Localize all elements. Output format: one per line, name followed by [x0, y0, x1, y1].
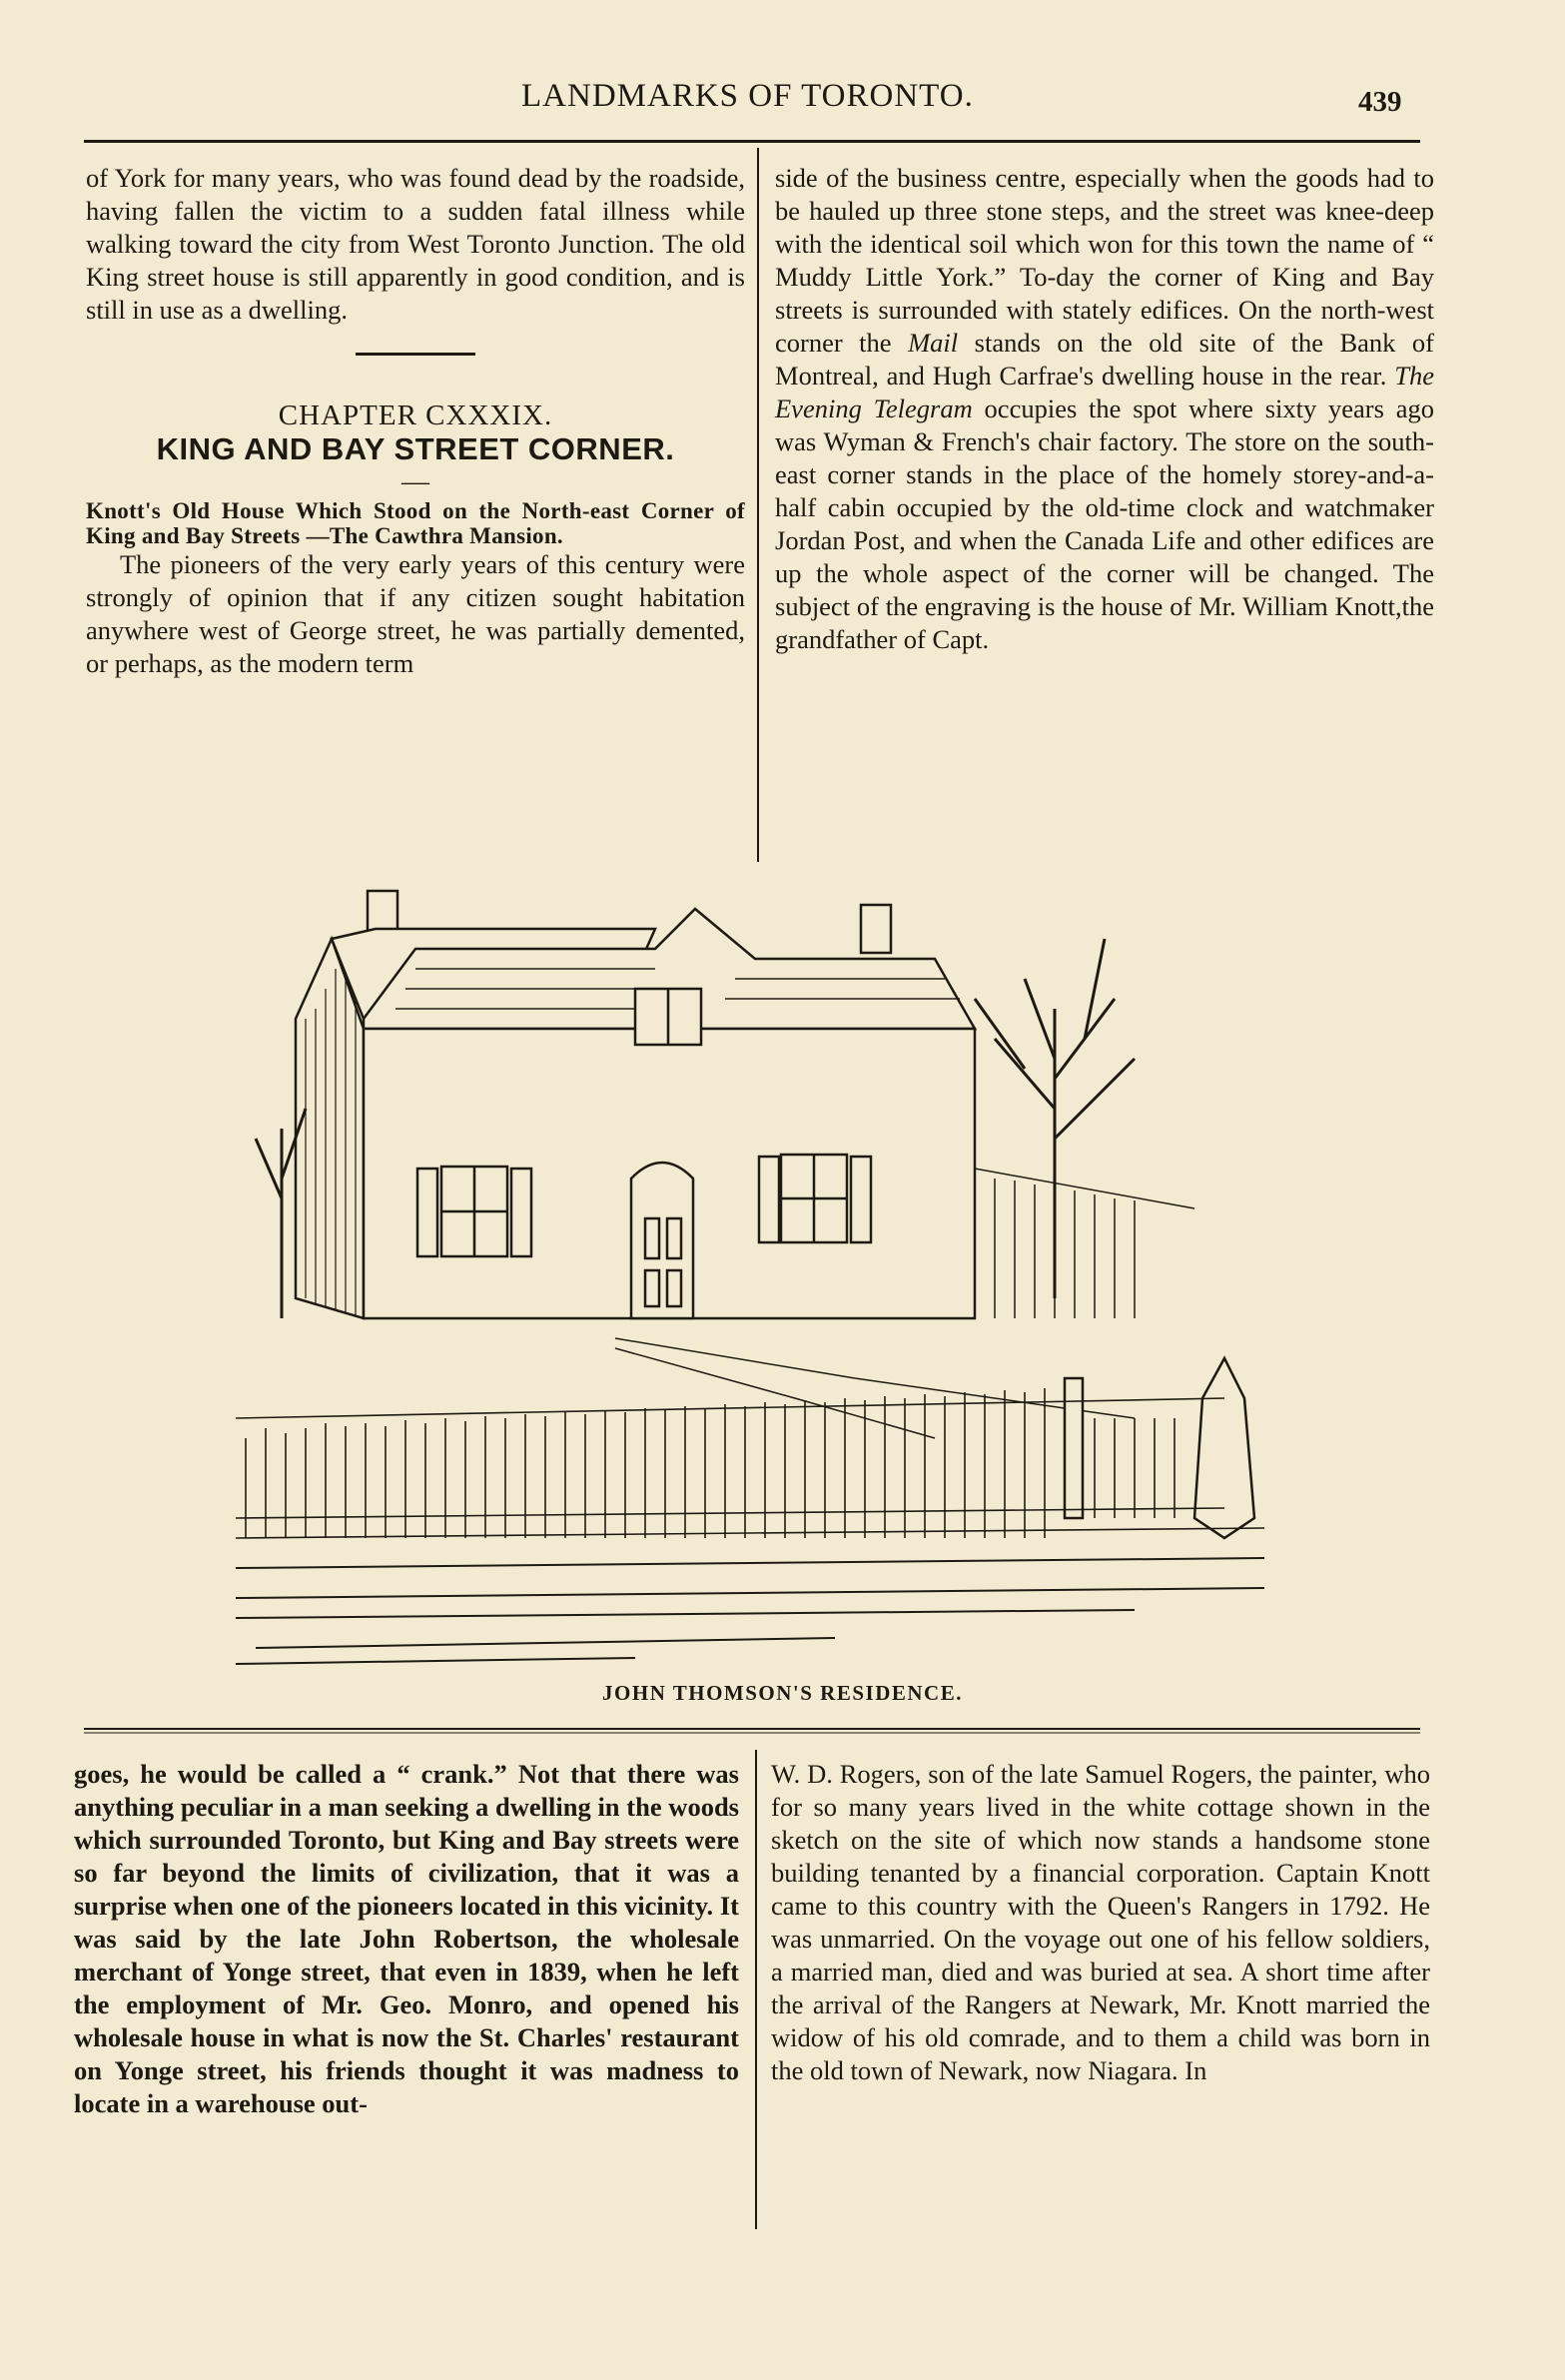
header-rule [84, 140, 1420, 143]
text-run: side of the business centre, especially when the goods had to be hauled up three stone steps, and the street was knee-deep with the identical soil which won for this town the name of “ Muddy Little York.” To-day the corner of King and Bay streets is surrounded with stately edifices. On the north-west corner the [775, 163, 1434, 358]
paragraph [775, 162, 1434, 656]
section-divider [356, 353, 475, 356]
top-right-column [775, 162, 1434, 656]
newspaper-name: The Evening Telegram [775, 361, 1434, 423]
running-title: LANDMARKS OF TORONTO. [521, 78, 974, 114]
bottom-left-column [74, 1758, 739, 2120]
bottom-right-column [771, 1758, 1430, 2087]
running-head [0, 78, 1565, 128]
chapter-number: CHAPTER CXXXIX. [278, 399, 553, 431]
top-left-column [86, 162, 745, 680]
column-rule-top [757, 148, 759, 862]
section-rule [84, 1726, 1420, 1736]
title-dash: — [401, 466, 429, 497]
column-rule-bottom [755, 1750, 757, 2229]
paragraph: The pioneers of the very early years of this century were strongly of opinion that if any citizen sought habitation anywhere west of George street, he was partially demented, or perhaps, as the modern term [86, 549, 745, 678]
paragraph: goes, he would be called a “ crank.” Not that there was anything peculiar in a man seeking a dwelling in the woods which surrounded Toronto, but King and Bay streets were so far beyond the limits of civilization, that it was a surprise when one of the pioneers located in this vicinity. It was said by the late John Robertson, the wholesale merchant of Yonge street, that even in 1839, when he left the employment of Mr. Geo. Monro, and opened his wholesale house in what is now the St. Charles' restaurant on Yonge street, his friends thought it was madness to locate in a warehouse out- [74, 1759, 739, 2118]
chapter-title: KING AND BAY STREET CORNER. [156, 431, 675, 466]
text-run: occupies the spot where sixty years ago was Wyman & French's chair factory. The store on the south-east corner stands in the place of the homely storey-and-a-half cabin occupied by the old-time clock and watchmaker Jordan Post, and when the Canada Life and other edifices are up the whole aspect of the corner will be changed. The subject of the engraving is the house of Mr. William Knott,the grandfather of Capt. [775, 394, 1434, 654]
text-run: stands on the old site of the Bank of Montreal, and Hugh Carfrae's dwelling house in the rear. [775, 328, 1434, 391]
paragraph: of York for many years, who was found dead by the roadside, having fallen the victim to a sudden fatal illness while walking toward the city from West Toronto Junction. The old King street house is still apparently in good condition, and is still in use as a dwelling. [86, 163, 745, 325]
newspaper-name: Mail [908, 328, 959, 358]
paragraph: W. D. Rogers, son of the late Samuel Rogers, the painter, who for so many years lived in the white cottage shown in the sketch on the site of which now stands a handsome stone building tenanted by a financial corporation. Captain Knott came to this country with the Queen's Rangers in 1792. He was unmarried. On the voyage out one of his fellow soldiers, a married man, died and was buried at sea. A short time after the arrival of the Rangers at Newark, Mr. Knott married the widow of his old comrade, and to them a child was born in the old town of Newark, now Niagara. In [771, 1759, 1430, 2085]
page-number: 439 [1358, 86, 1402, 118]
figure-caption: JOHN THOMSON'S RESIDENCE. [602, 1681, 963, 1705]
chapter-subheading: Knott's Old House Which Stood on the North-east Corner of King and Bay Streets —The Cawthra Mansion. [86, 498, 745, 548]
house-engraving [236, 879, 1274, 1668]
